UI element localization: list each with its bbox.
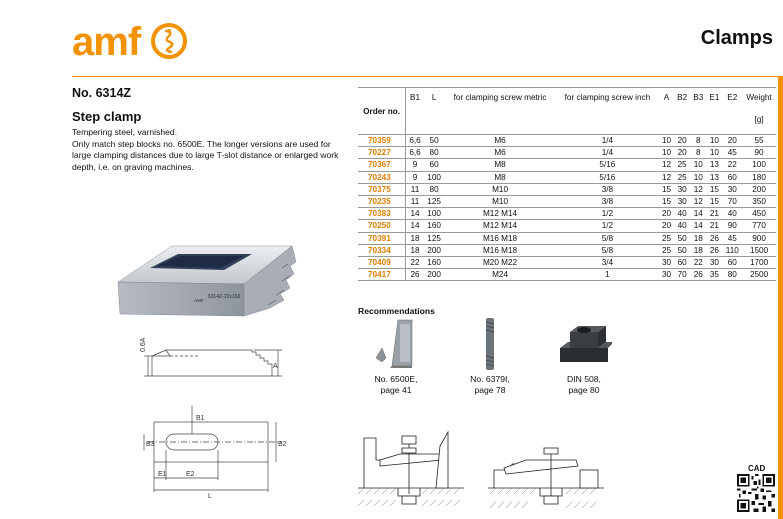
cell-b2: 30 xyxy=(674,195,690,207)
cell-l: 125 xyxy=(424,232,444,244)
cell-l: 80 xyxy=(424,147,444,159)
brand-logo-text: amf xyxy=(72,20,141,64)
weight-unit: [g] xyxy=(754,115,764,124)
cell-metric: M12 M14 xyxy=(444,208,556,220)
cell-b2: 30 xyxy=(674,183,690,195)
cell-b1: 9 xyxy=(406,171,424,183)
order-number-cell[interactable]: 70417 xyxy=(358,269,406,281)
cell-weight: 55 xyxy=(742,135,776,147)
order-number-cell[interactable]: 70243 xyxy=(358,171,406,183)
cad-label: CAD xyxy=(748,464,766,473)
cell-b2: 20 xyxy=(674,147,690,159)
step-block-icon xyxy=(372,318,422,370)
cell-metric: M12 M14 xyxy=(444,220,556,232)
table-row xyxy=(358,147,776,159)
cell-b1: 9 xyxy=(406,159,424,171)
cell-e1: 26 xyxy=(706,244,722,256)
recommendation-item xyxy=(456,374,524,395)
cell-e2: 45 xyxy=(722,232,742,244)
cell-l: 60 xyxy=(424,159,444,171)
cell-b3: 18 xyxy=(690,244,706,256)
cell-a: 30 xyxy=(659,269,674,281)
cell-l: 160 xyxy=(424,256,444,268)
cell-inch: 1/2 xyxy=(556,208,659,220)
dim-e2-label: E2 xyxy=(186,471,195,478)
cell-e1: 13 xyxy=(706,159,722,171)
cell-b2: 60 xyxy=(674,256,690,268)
cell-inch: 5/16 xyxy=(556,171,659,183)
recommendation-line-1: DIN 508, xyxy=(567,374,601,384)
cell-e2: 60 xyxy=(722,171,742,183)
col-l: L xyxy=(424,88,444,135)
cell-b1: 26 xyxy=(406,269,424,281)
cell-a: 12 xyxy=(659,171,674,183)
product-name: Step clamp xyxy=(72,109,142,124)
dim-a-label: A xyxy=(273,363,278,370)
col-b3: B3 xyxy=(690,88,706,135)
table-row xyxy=(358,269,776,281)
cell-b2: 20 xyxy=(674,135,690,147)
table-row xyxy=(358,183,776,195)
side-accent-strip xyxy=(778,76,783,519)
cell-b3: 8 xyxy=(690,147,706,159)
t-slot-nut-icon xyxy=(556,322,612,370)
cell-b1: 18 xyxy=(406,232,424,244)
cell-l: 200 xyxy=(424,244,444,256)
cell-e2: 90 xyxy=(722,220,742,232)
cell-metric: M24 xyxy=(444,269,556,281)
cell-inch: 3/8 xyxy=(556,183,659,195)
cell-metric: M6 xyxy=(444,135,556,147)
order-number-cell[interactable]: 70391 xyxy=(358,232,406,244)
cell-l: 100 xyxy=(424,171,444,183)
cell-e2: 40 xyxy=(722,208,742,220)
photo-engraving: 6314Z-22x160 xyxy=(208,294,241,300)
recommendation-line-1: No. 6379I, xyxy=(470,374,510,384)
cell-b3: 10 xyxy=(690,171,706,183)
cell-e1: 15 xyxy=(706,195,722,207)
dim-l-label: L xyxy=(208,493,212,500)
table-row xyxy=(358,159,776,171)
cell-e1: 21 xyxy=(706,220,722,232)
cell-e2: 70 xyxy=(722,195,742,207)
col-b1: B1 xyxy=(406,88,424,135)
order-number-cell[interactable]: 70250 xyxy=(358,220,406,232)
col-metric: for clamping screw metric xyxy=(444,88,556,135)
dim-b3-label: B3 xyxy=(146,441,155,448)
product-number: No. 6314Z xyxy=(72,86,132,100)
qr-code-icon[interactable] xyxy=(737,474,775,512)
cell-b3: 26 xyxy=(690,269,706,281)
cell-b1: 14 xyxy=(406,208,424,220)
cell-metric: M10 xyxy=(444,183,556,195)
cell-b3: 10 xyxy=(690,159,706,171)
cell-e2: 60 xyxy=(722,256,742,268)
cell-metric: M6 xyxy=(444,147,556,159)
col-weight xyxy=(742,88,776,135)
product-description xyxy=(72,127,342,173)
cell-a: 25 xyxy=(659,232,674,244)
table-row xyxy=(358,171,776,183)
col-e1: E1 xyxy=(706,88,722,135)
dim-e1-label: E1 xyxy=(158,471,167,478)
cell-l: 100 xyxy=(424,208,444,220)
col-b2: B2 xyxy=(674,88,690,135)
cell-a: 12 xyxy=(659,159,674,171)
cell-metric: M20 M22 xyxy=(444,256,556,268)
cell-l: 50 xyxy=(424,135,444,147)
cell-metric: M16 M18 xyxy=(444,244,556,256)
cell-weight: 100 xyxy=(742,159,776,171)
cell-e2: 20 xyxy=(722,135,742,147)
cell-weight: 90 xyxy=(742,147,776,159)
cell-e2: 30 xyxy=(722,183,742,195)
cell-b3: 14 xyxy=(690,208,706,220)
cell-l: 200 xyxy=(424,269,444,281)
cell-e1: 30 xyxy=(706,256,722,268)
dim-b2-label: B2 xyxy=(278,441,287,448)
cell-b3: 12 xyxy=(690,195,706,207)
cell-b1: 6,6 xyxy=(406,147,424,159)
cell-inch: 3/4 xyxy=(556,256,659,268)
cell-l: 125 xyxy=(424,195,444,207)
specification-table xyxy=(358,87,776,281)
cell-inch: 1/2 xyxy=(556,220,659,232)
cell-b2: 40 xyxy=(674,208,690,220)
cell-metric: M16 M18 xyxy=(444,232,556,244)
cell-weight: 450 xyxy=(742,208,776,220)
cell-e1: 35 xyxy=(706,269,722,281)
col-order-no: Order no. xyxy=(358,88,406,135)
cell-b3: 14 xyxy=(690,220,706,232)
cell-b3: 12 xyxy=(690,183,706,195)
order-number-cell[interactable]: 70409 xyxy=(358,256,406,268)
col-e2: E2 xyxy=(722,88,742,135)
cell-e2: 22 xyxy=(722,159,742,171)
cell-e1: 26 xyxy=(706,232,722,244)
table-row xyxy=(358,244,776,256)
cell-b1: 22 xyxy=(406,256,424,268)
recommendation-line-2: page 41 xyxy=(380,384,412,395)
cell-metric: M10 xyxy=(444,195,556,207)
cell-inch: 5/8 xyxy=(556,244,659,256)
cell-b2: 70 xyxy=(674,269,690,281)
stud-bolt-icon xyxy=(480,316,500,372)
cell-inch: 5/16 xyxy=(556,159,659,171)
order-number-cell[interactable]: 70375 xyxy=(358,183,406,195)
cell-e2: 45 xyxy=(722,147,742,159)
table-row xyxy=(358,195,776,207)
cell-inch: 1/4 xyxy=(556,147,659,159)
cell-b3: 22 xyxy=(690,256,706,268)
recommendation-line-2: page 78 xyxy=(474,384,506,395)
table-header-row xyxy=(358,88,776,135)
cell-a: 15 xyxy=(659,195,674,207)
description-line-1: Tempering steel, varnished. xyxy=(72,127,178,137)
table-row xyxy=(358,208,776,220)
cell-b3: 8 xyxy=(690,135,706,147)
recommendation-item xyxy=(550,374,618,395)
cell-b1: 11 xyxy=(406,195,424,207)
order-number-cell[interactable]: 70367 xyxy=(358,159,406,171)
cell-a: 30 xyxy=(659,256,674,268)
top-view-drawing xyxy=(140,400,290,500)
cell-b2: 50 xyxy=(674,232,690,244)
dim-tolerance-label: 0.6A xyxy=(140,337,147,352)
cell-l: 160 xyxy=(424,220,444,232)
cell-weight: 350 xyxy=(742,195,776,207)
cell-metric: M8 xyxy=(444,159,556,171)
weight-label: Weight xyxy=(746,93,772,102)
table-row xyxy=(358,232,776,244)
recommendation-item xyxy=(362,374,430,395)
application-drawing-2 xyxy=(486,440,606,512)
cell-b2: 50 xyxy=(674,244,690,256)
table-row xyxy=(358,220,776,232)
cell-b2: 25 xyxy=(674,171,690,183)
col-a: A xyxy=(659,88,674,135)
cell-b1: 11 xyxy=(406,183,424,195)
cell-e1: 13 xyxy=(706,171,722,183)
order-number-cell[interactable]: 70235 xyxy=(358,195,406,207)
table-row xyxy=(358,256,776,268)
cell-weight: 180 xyxy=(742,171,776,183)
cell-b1: 18 xyxy=(406,244,424,256)
table-body xyxy=(358,135,776,281)
cell-e1: 10 xyxy=(706,135,722,147)
cell-e2: 110 xyxy=(722,244,742,256)
cell-weight: 2500 xyxy=(742,269,776,281)
cell-e2: 80 xyxy=(722,269,742,281)
cell-a: 25 xyxy=(659,244,674,256)
cell-a: 15 xyxy=(659,183,674,195)
section-title: Clamps xyxy=(700,27,773,49)
cell-metric: M8 xyxy=(444,171,556,183)
recommendation-line-2: page 80 xyxy=(568,384,600,395)
dim-b1-label: B1 xyxy=(196,415,205,422)
step-clamp-photo xyxy=(112,232,308,322)
cell-b2: 25 xyxy=(674,159,690,171)
cell-weight: 900 xyxy=(742,232,776,244)
table-row xyxy=(358,135,776,147)
cell-a: 20 xyxy=(659,208,674,220)
header-divider xyxy=(72,76,783,77)
cell-weight: 770 xyxy=(742,220,776,232)
cell-weight: 1700 xyxy=(742,256,776,268)
order-number-cell[interactable]: 70383 xyxy=(358,208,406,220)
order-number-cell[interactable]: 70227 xyxy=(358,147,406,159)
cell-weight: 1500 xyxy=(742,244,776,256)
cell-l: 80 xyxy=(424,183,444,195)
cell-e1: 10 xyxy=(706,147,722,159)
cell-inch: 3/8 xyxy=(556,195,659,207)
cell-b1: 6,6 xyxy=(406,135,424,147)
cell-inch: 1 xyxy=(556,269,659,281)
col-inch: for clamping screw inch xyxy=(556,88,659,135)
recommendation-line-1: No. 6500E, xyxy=(374,374,418,384)
cell-e1: 21 xyxy=(706,208,722,220)
cell-b2: 40 xyxy=(674,220,690,232)
cell-b1: 14 xyxy=(406,220,424,232)
description-line-2: Only match step blocks no. 6500E. The longer versions are used for large clamping distances due to large T-slot distance or enlarged work depth, i.e. on graving machines. xyxy=(72,138,339,172)
amf-logo-ring-icon xyxy=(150,22,188,60)
cell-a: 10 xyxy=(659,135,674,147)
recommendations-title: Recommendations xyxy=(358,306,435,316)
cell-b3: 18 xyxy=(690,232,706,244)
cell-inch: 1/4 xyxy=(556,135,659,147)
cell-a: 20 xyxy=(659,220,674,232)
photo-brand: AMF xyxy=(194,298,204,303)
side-view-drawing xyxy=(140,328,290,386)
cell-inch: 5/8 xyxy=(556,232,659,244)
application-drawing-1 xyxy=(356,426,466,512)
order-number-cell[interactable]: 70359 xyxy=(358,135,406,147)
order-number-cell[interactable]: 70334 xyxy=(358,244,406,256)
cell-a: 10 xyxy=(659,147,674,159)
cell-weight: 200 xyxy=(742,183,776,195)
cell-e1: 15 xyxy=(706,183,722,195)
